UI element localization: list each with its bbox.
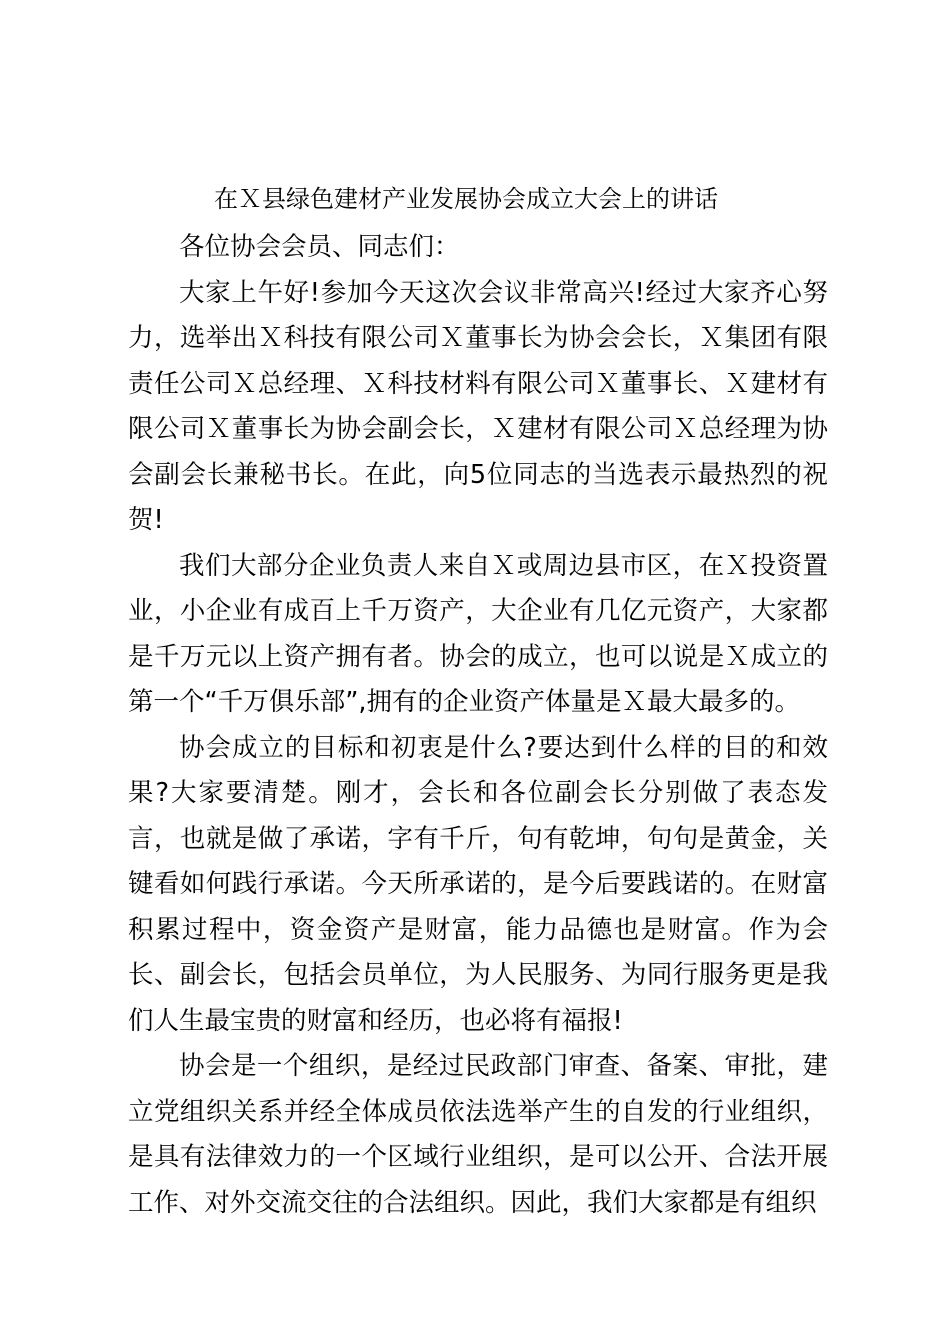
body-paragraph: 协会是一个组织，是经过民政部门审查、备案、审批，建立党组织关系并经全体成员依法选举产生的自发的行业组织，是具有法律效力的一个区域行业组织，是可以公开、合法开展工作、对外交流交往的合法组织。因此，我们大家都是有组织 xyxy=(128,1051,828,1218)
document-title: 在Ｘ县绿色建材产业发展协会成立大会上的讲话 xyxy=(214,185,718,213)
body-paragraph: 大家上午好!参加今天这次会议非常高兴!经过大家齐心努力，选举出Ｘ科技有限公司Ｘ董事长为协会会长，Ｘ集团有限责任公司Ｘ总经理、Ｘ科技材料有限公司Ｘ董事长、Ｘ建材有限公司Ｘ董事长为协会副会长，Ｘ建材有限公司Ｘ总经理为协会副会长兼秘书长。在此，向5位同志的当选表示最热烈的祝贺! xyxy=(128,277,828,535)
salutation-paragraph: 各位协会会员、同志们： xyxy=(179,232,460,262)
body-paragraph: 我们大部分企业负责人来自Ｘ或周边县市区，在Ｘ投资置业，小企业有成百上千万资产，大企业有几亿元资产，大家都是千万元以上资产拥有者。协会的成立，也可以说是Ｘ成立的第一个“千万俱乐部”,拥有的企业资产体量是Ｘ最大最多的。 xyxy=(128,550,828,717)
body-paragraph: 协会成立的目标和初衷是什么?要达到什么样的目的和效果?大家要清楚。刚才，会长和各位副会长分别做了表态发言，也就是做了承诺，字有千斤，句有乾坤，句句是黄金，关键看如何践行承诺。今天所承诺的，是今后要践诺的。在财富积累过程中，资金资产是财富，能力品德也是财富。作为会长、副会长，包括会员单位，为人民服务、为同行服务更是我们人生最宝贵的财富和经历，也必将有福报! xyxy=(128,732,828,1036)
document-body xyxy=(128,225,828,1226)
